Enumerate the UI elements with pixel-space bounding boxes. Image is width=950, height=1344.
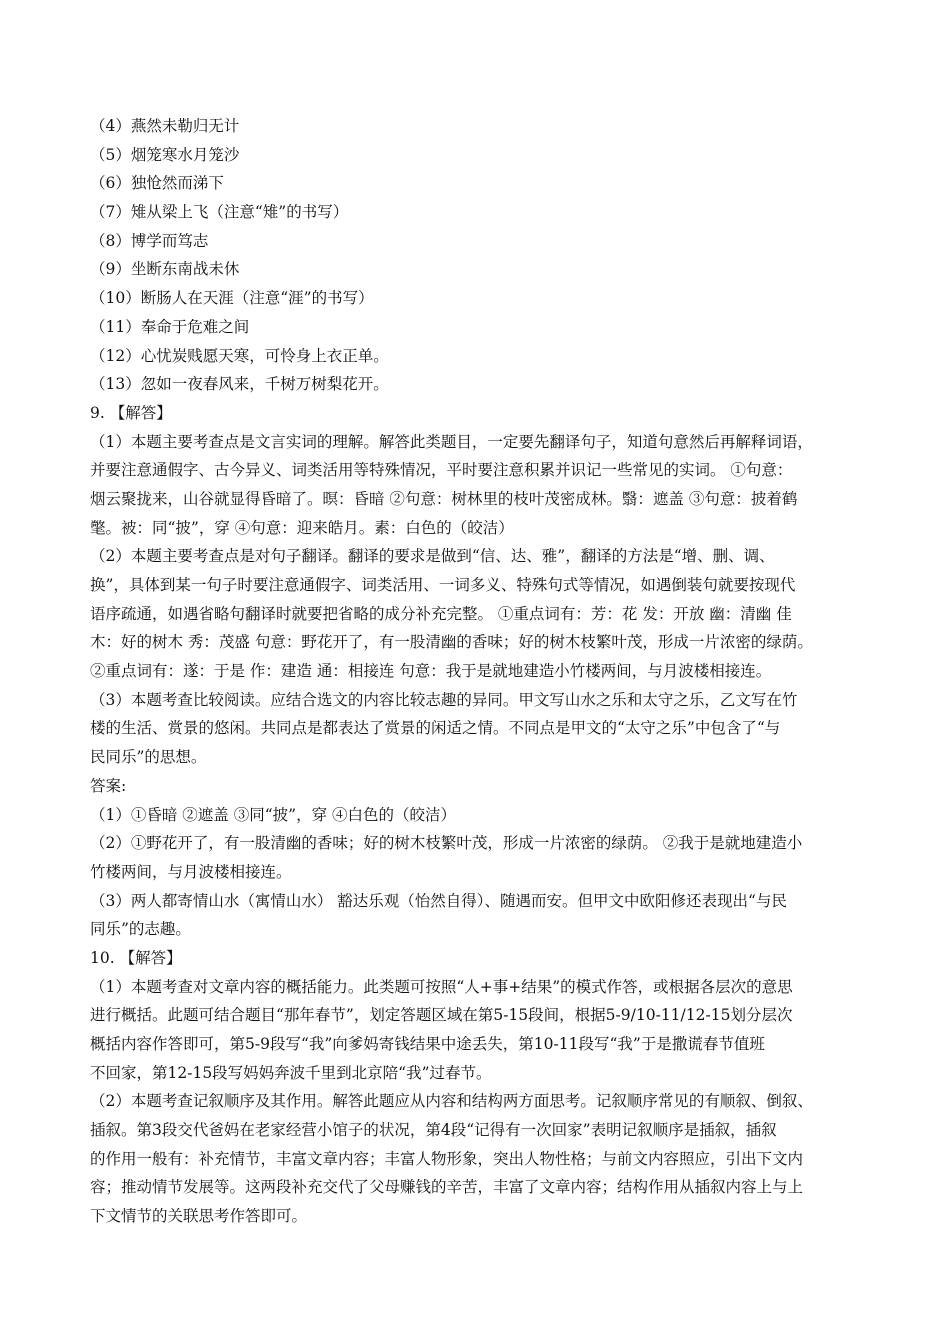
answer-heading: 答案:	[90, 776, 127, 795]
answer-line: （12）心忧炭贱愿天寒，可怜身上衣正单。	[90, 346, 389, 365]
paragraph-line: 进行概括。此题可结合题目“那年春节”，划定答题区域在第5-15段间，根据5-9/10-11/12-15划分层次	[90, 1006, 793, 1025]
answer-line: （13）忽如一夜春风来，千树万树梨花开。	[90, 375, 389, 394]
paragraph-line: （3）两人都寄情山水（寓情山水） 豁达乐观（怡然自得）、随遇而安。但甲文中欧阳修还表现出“与民	[90, 891, 787, 910]
paragraph-line: （2）①野花开了，有一股清幽的香味；好的树木枝繁叶茂，形成一片浓密的绿荫。 ②我于是就地建造小	[90, 834, 803, 853]
paragraph-line: 语序疏通，如遇省略句翻译时就要把省略的成分补充完整。 ①重点词有：芳：花 发：开放 幽：清幽 佳	[90, 604, 792, 623]
answer-line: （4）燕然未勒归无计	[90, 117, 240, 135]
answer-line: （9）坐断东南战未休	[90, 260, 240, 279]
paragraph-line: （1）本题主要考查点是文言实词的理解。解答此类题目，一定要先翻译句子，知道句意然后再解释词语，	[90, 432, 813, 451]
paragraph-line: 下文情节的关联思考作答即可。	[90, 1207, 308, 1226]
paragraph-line: 楼的生活、赏景的悠闲。共同点是都表达了赏景的闲适之情。不同点是甲文的“太守之乐”中包含了“与	[90, 719, 781, 738]
paragraph-line: 竹楼两间，与月波楼相接连。	[90, 862, 292, 881]
paragraph-line: 插叙。第3段交代爸妈在老家经营小馆子的状况，第4段“记得有一次回家”表明记叙顺序是插叙，插叙	[90, 1121, 777, 1140]
answer-line: （6）独怆然而涕下	[90, 174, 224, 193]
paragraph-line: （2）本题考查记叙顺序及其作用。解答此题应从内容和结构两方面思考。记叙顺序常见的有顺叙、倒叙、	[90, 1092, 813, 1111]
paragraph-line: （3）本题考查比较阅读。应结合选文的内容比较志趣的异同。甲文写山水之乐和太守之乐，乙文写在竹	[90, 690, 798, 709]
paragraph-line: 容；推动情节发展等。这两段补充交代了父母赚钱的辛苦，丰富了文章内容；结构作用从插叙内容上与上	[90, 1178, 804, 1197]
answer-line: （7）雉从梁上飞（注意“雉”的书写）	[90, 203, 349, 222]
paragraph-line: 不回家，第12-15段写妈妈奔波千里到北京陪“我”过春节。	[90, 1063, 492, 1082]
paragraph-line: 木：好的树木 秀：茂盛 句意：野花开了，有一股清幽的香味；好的树木枝繁叶茂，形成一片浓密的绿荫。	[90, 633, 813, 652]
answer-line: （11）奉命于危难之间	[90, 317, 250, 336]
paragraph-line: 烟云聚拢来，山谷就显得昏暗了。暝：昏暗 ②句意：树林里的枝叶茂密成林。翳：遮盖 ③句意：披着鹤	[90, 489, 798, 508]
paragraph-line: 民同乐”的思想。	[90, 748, 207, 767]
section-heading: 10. 【解答】	[90, 948, 182, 967]
section-heading: 9. 【解答】	[90, 403, 172, 422]
answer-line: （5）烟笼寒水月笼沙	[90, 145, 240, 164]
paragraph-line: ②重点词有：遂：于是 作：建造 通：相接连 句意：我于是就地建造小竹楼两间，与月波楼相接连。	[90, 662, 772, 681]
paragraph-line: （1）本题考查对文章内容的概括能力。此类题可按照“人+事+结果”的模式作答，或根据各层次的意思	[90, 977, 793, 996]
paragraph-line: 氅。被：同“披”，穿 ④句意：迎来皓月。素：白色的（皎洁）	[90, 518, 514, 537]
paragraph-line: （1）①昏暗 ②遮盖 ③同“披”，穿 ④白色的（皎洁）	[90, 805, 456, 824]
document-page	[90, 112, 870, 1231]
answer-line: （8）博学而笃志	[90, 231, 209, 250]
paragraph-line: 换”，具体到某一句子时要注意通假字、词类活用、一词多义、特殊句式等情况，如遇倒装句就要按现代	[90, 576, 796, 594]
paragraph-line: 的作用一般有：补充情节，丰富文章内容；丰富人物形象，突出人物性格；与前文内容照应，引出下文内	[90, 1149, 804, 1168]
paragraph-line: 同乐”的志趣。	[90, 920, 191, 939]
paragraph-line: 并要注意通假字、古今异义、词类活用等特殊情况，平时要注意积累并识记一些常见的实词。 ①句意：	[90, 461, 793, 480]
answer-line: （10）断肠人在天涯（注意“涯”的书写）	[90, 289, 374, 308]
paragraph-line: （2）本题主要考查点是对句子翻译。翻译的要求是做到“信、达、雅”，翻译的方法是“增、删、调、	[90, 547, 775, 566]
paragraph-line: 概括内容作答即可，第5-9段写“我”向爹妈寄钱结果中途丢失，第10-11段写“我”于是撒谎春节值班	[90, 1035, 765, 1053]
